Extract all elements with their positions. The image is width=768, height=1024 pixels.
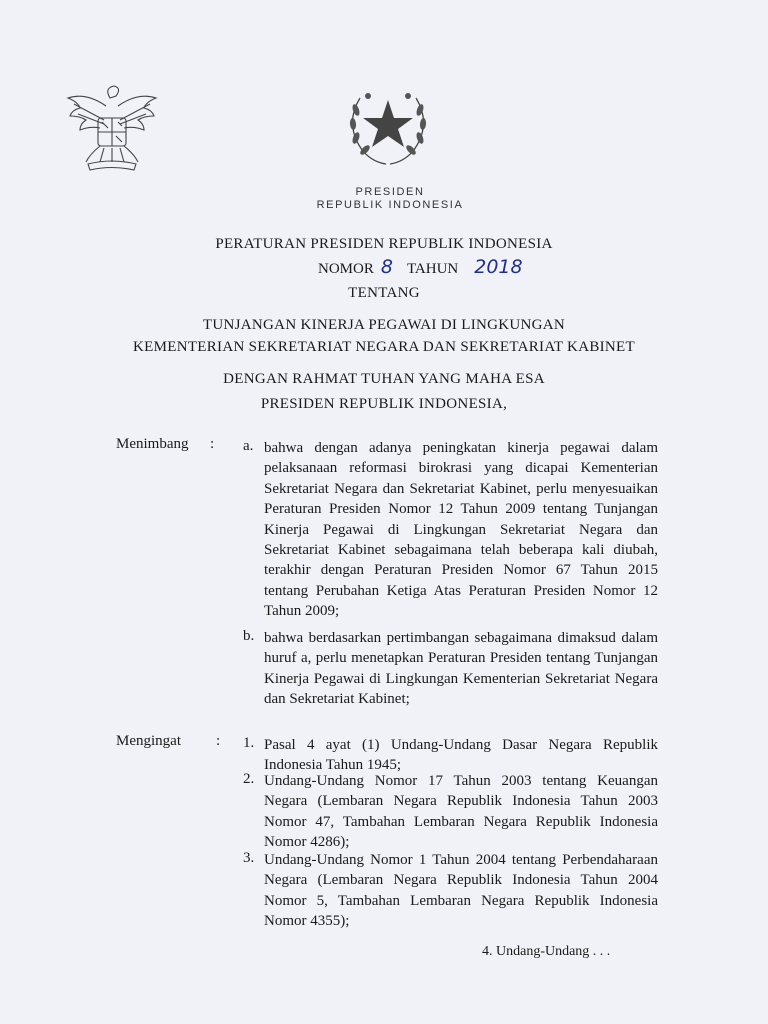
mengingat-colon: :	[216, 733, 221, 749]
nomor-label: NOMOR	[318, 261, 374, 277]
regulation-number-line	[318, 256, 523, 278]
issuer-line: PRESIDEN REPUBLIK INDONESIA,	[260, 396, 508, 412]
page-continuation: 4. Undang-Undang . . .	[482, 944, 611, 959]
mengingat-3-marker: 3.	[243, 850, 255, 866]
garuda-emblem-icon	[60, 84, 164, 174]
menimbang-a-marker: a.	[243, 438, 254, 454]
menimbang-colon: :	[210, 436, 215, 452]
mengingat-label: Mengingat	[116, 733, 181, 749]
mengingat-1-marker: 1.	[243, 735, 255, 751]
mengingat-1-text: Pasal 4 ayat (1) Undang-Undang Dasar Negara Republik Indonesia Tahun 1945;	[264, 737, 658, 774]
mengingat-2-marker: 2.	[243, 771, 255, 787]
menimbang-a-text: bahwa dengan adanya peningkatan kinerja pegawai dalam pelaksanaan reformasi birokrasi yang dicapai Kementerian Sekretariat Negara dan Sekretariat Kabinet, perlu menyesuaikan Peraturan Presiden Nomor 12 Tahun 2009 tentang Tunjangan Kinerja Pegawai di Lingkungan Sekretariat Negara dan Sekretariat Kabinet sebagaimana telah beberapa kali diubah, terakhir dengan Peraturan Presiden Nomor 67 Tahun 2015 tentang Perubahan Ketiga Atas Peraturan Presiden Nomor 12 Tahun 2009;	[264, 440, 658, 620]
mengingat-3-text: Undang-Undang Nomor 1 Tahun 2004 tentang Perbendaharaan Negara (Lembaran Negara Republik Indonesia Tahun 2004 Nomor 5, Tambahan Lembaran Negara Republik Indonesia Nomor 4355);	[264, 852, 658, 930]
tentang-heading: TENTANG	[348, 285, 420, 301]
menimbang-b-text: bahwa berdasarkan pertimbangan sebagaimana dimaksud dalam huruf a, perlu menetapkan Peraturan Presiden tentang Tunjangan Kinerja Pegawai di Lingkungan Kementerian Sekretariat Negara dan Sekretariat Kabinet;	[264, 630, 658, 708]
nomor-value: 8	[380, 256, 393, 278]
tahun-label: TAHUN	[406, 261, 459, 277]
menimbang-label: Menimbang	[116, 436, 189, 452]
menimbang-b-marker: b.	[243, 628, 255, 644]
mengingat-2-text: Undang-Undang Nomor 17 Tahun 2003 tentang Keuangan Negara (Lembaran Negara Republik Indonesia Tahun 2003 Nomor 47, Tambahan Lembaran Negara Republik Indonesia Nomor 4286);	[264, 773, 658, 851]
presidential-star-seal-icon	[338, 86, 438, 170]
regulation-title: PERATURAN PRESIDEN REPUBLIK INDONESIA	[215, 236, 553, 252]
tahun-value: 2018	[474, 256, 523, 278]
invocation: DENGAN RAHMAT TUHAN YANG MAHA ESA	[223, 371, 545, 387]
subject-line-2: KEMENTERIAN SEKRETARIAT NEGARA DAN SEKRETARIAT KABINET	[133, 339, 635, 355]
subject-line-1: TUNJANGAN KINERJA PEGAWAI DI LINGKUNGAN	[202, 317, 566, 333]
office-title: PRESIDEN	[355, 186, 425, 198]
office-subtitle: REPUBLIK INDONESIA	[316, 199, 464, 211]
